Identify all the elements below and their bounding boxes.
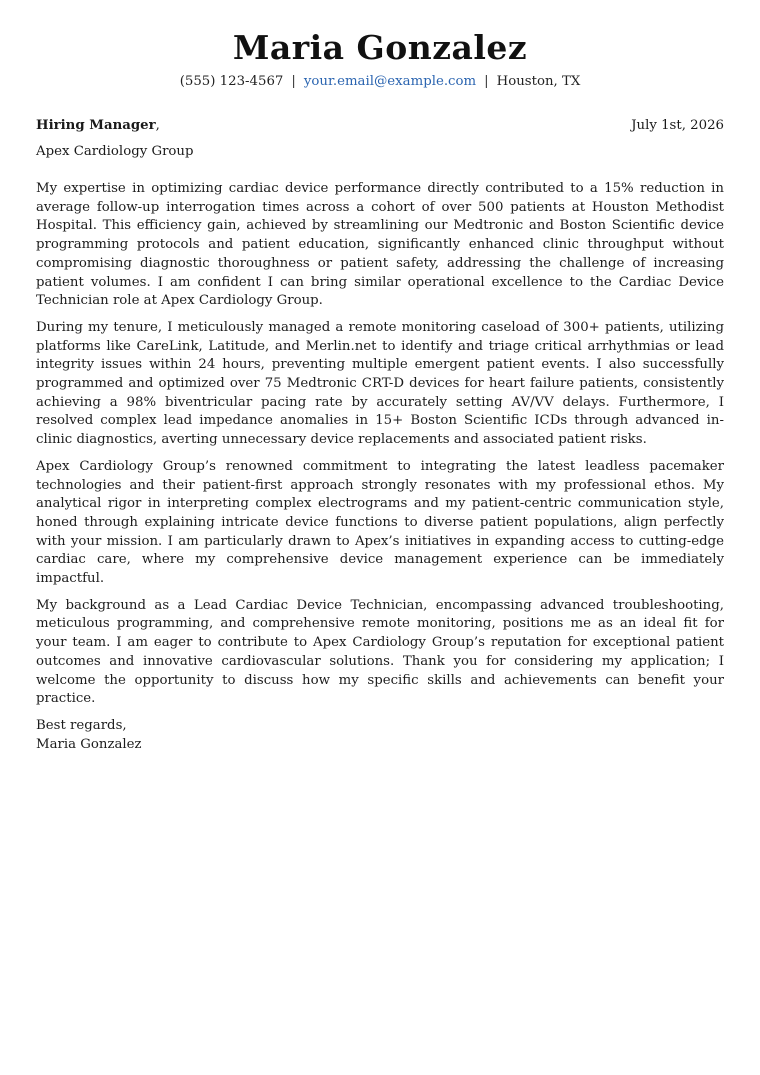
recipient-line [36, 113, 724, 139]
letter-date: July 1st, 2026 [631, 118, 724, 133]
recipient-title-comma: , [155, 118, 160, 133]
applicant-name: Maria Gonzalez [232, 28, 528, 67]
recipient-title: Hiring Manager [36, 118, 156, 133]
closing-block [36, 717, 724, 754]
body-paragraph-3: Apex Cardiology Group’s renowned commitment to integrating the latest leadless pacemaker technologies and their patient-first approach strongly resonates with my professional ethos. My analytical rigor in interpreting complex electrograms and my patient-centric communication style, honed through explaining intricate device functions to diverse patient populations, align perfectly with your mission. I am particularly drawn to Apex’s initiatives in expanding access to cutting-edge cardiac care, where my comprehensive device management experience can be immediately impactful. [36, 458, 724, 587]
body-paragraph-4: My background as a Lead Cardiac Device Technician, encompassing advanced troubleshooting, meticulous programming, and comprehensive remote monitoring, positions me as an ideal fit for your team. I am eager to contribute to Apex Cardiology Group’s reputation for exceptional patient outcomes and innovative cardiovascular solutions. Thank you for considering my application; I welcome the opportunity to discuss how my specific skills and achievements can benefit your practice. [36, 597, 724, 707]
recipient-block [36, 113, 724, 165]
contact-line [0, 72, 760, 92]
closing-salutation: Best regards, [36, 717, 127, 733]
separator: | [484, 74, 489, 89]
body-paragraph-2: During my tenure, I meticulously managed a remote monitoring caseload of 300+ patients, utilizing platforms like CareLink, Latitude, and Merlin.net to identify and triage critical arrhythmias or lead integrity issues within 24 hours, preventing multiple emergent patient events. I also successfully programmed and optimized over 75 Medtronic CRT-D devices for heart failure patients, consistently achieving a 98% biventricular pacing rate by accurately setting AV/VV delays. Furthermore, I resolved complex lead impedance anomalies in 15+ Boston Scientific ICDs through advanced in-clinic diagnostics, averting unnecessary device replacements and associated patient risks. [36, 319, 724, 448]
separator: | [291, 74, 296, 89]
body-paragraph-1: My expertise in optimizing cardiac device performance directly contributed to a 15% reduction in average follow-up interrogation times across a cohort of over 500 patients at Houston Methodist Hospital. This efficiency gain, achieved by streamlining our Medtronic and Boston Scientific device programming protocols and patient education, significantly enhanced clinic throughput without compromising diagnostic thoroughness or patient safety, addressing the challenge of increasing patient volumes. I am confident I can bring similar operational excellence to the Cardiac Device Technician role at Apex Cardiology Group. [36, 181, 724, 309]
phone-number: (555) 123-4567 [179, 74, 284, 89]
email-link[interactable]: your.email@example.com [303, 74, 477, 89]
closing-signature: Maria Gonzalez [36, 736, 142, 752]
recipient-company: Apex Cardiology Group [36, 144, 194, 159]
location: Houston, TX [496, 74, 581, 89]
letter-body [36, 180, 724, 754]
recipient-title-group [36, 113, 160, 139]
